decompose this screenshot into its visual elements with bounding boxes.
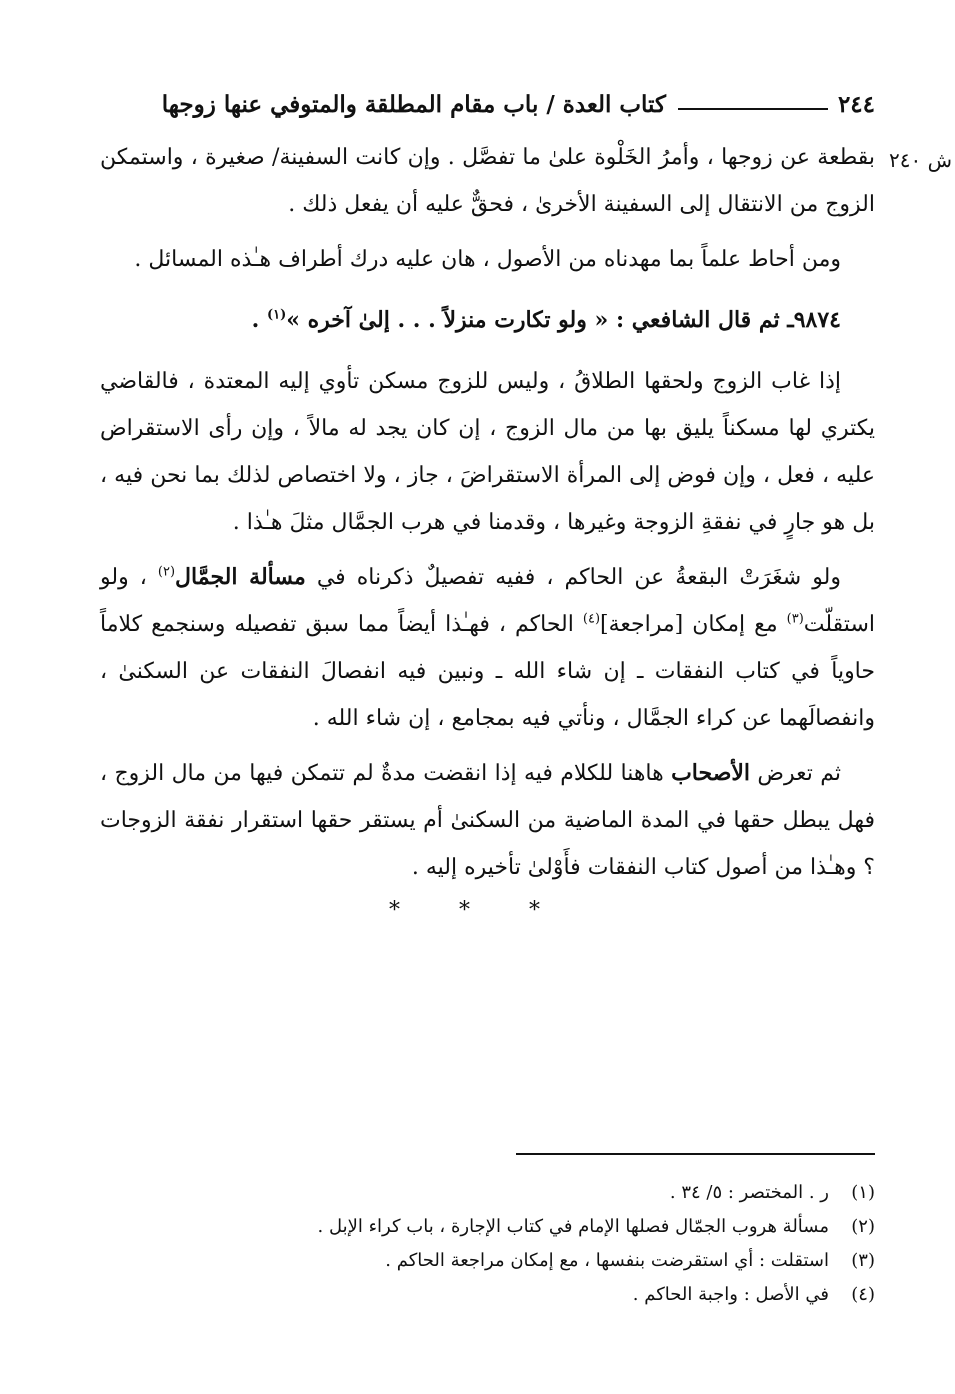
section-heading-end: . — [251, 307, 267, 333]
paragraph-6-bold-term: الأصحاب — [671, 760, 751, 786]
paragraph-5 — [100, 554, 875, 742]
section-heading — [100, 297, 875, 344]
footnotes — [100, 1176, 875, 1312]
section-heading-text: ٩٨٧٤ـ ثم قال الشافعي : « ولو تكارت منزلاً . . . إلىٰ آخره » — [286, 307, 841, 333]
paragraph-6 — [100, 750, 875, 891]
paragraph-5-bold-term: مسألة الجمَّال — [175, 564, 306, 590]
paragraph-5-part-b: ، ولو استقلّت — [100, 565, 875, 637]
footnote-number: (٢) — [851, 1216, 875, 1237]
footnote-separator — [516, 1153, 875, 1155]
footnote-text: ر . المختصر : ٥/ ٣٤ . — [669, 1182, 829, 1203]
footnote-number: (٤) — [851, 1284, 875, 1305]
paragraph-5-part-d: الحاكم ، فهـٰذا أيضاً مما سبق تفصيله وسنجمع كلاماً حاوياً في كتاب النفقات ـ إن شاء الله ـ ونبين فيه انفصالَ النفقات عن السكنىٰ ، وانفصالَهما عن كراء الجمَّال ، ونأتي فيه بمجامع ، إن شاء الله . — [100, 612, 875, 731]
footnote-ref-1: (١) — [266, 307, 287, 323]
main-text — [100, 134, 875, 899]
paragraph-2: ومن أحاط علماً بما مهدناه من الأصول ، هان عليه درك أطراف هـٰذه المسائل . — [134, 247, 841, 272]
paragraph-6-part-a: ثم تعرض — [750, 761, 841, 786]
running-title: كتاب العدة / باب مقام المطلقة والمتوفي عنها زوجها — [161, 90, 666, 118]
footnote-4 — [100, 1278, 875, 1312]
page-number: ٢٤٤ — [837, 90, 875, 118]
footnote-2 — [100, 1210, 875, 1244]
footnote-ref-2: (٢) — [157, 564, 176, 580]
paragraph-6-part-b: هاهنا للكلام فيه إذا انقضت مدةٌ لم تتمكن فيها من مال الزوج ، فهل يبطل حقها في المدة الماضية من السكنىٰ أم يستقر حقها استقرار نفقة الزوجات ؟ وهـٰذا من أصول كتاب النفقات فأَوْلىٰ تأخيره إليه . — [100, 761, 875, 880]
footnote-number: (٣) — [851, 1250, 875, 1271]
footnote-number: (١) — [851, 1182, 875, 1203]
footnote-text: في الأصل : واجبة الحاكم . — [632, 1284, 829, 1305]
footnote-3 — [100, 1244, 875, 1278]
page-header — [100, 84, 875, 124]
footnote-1 — [100, 1176, 875, 1210]
paragraph-5-part-a: ولو شغَرَتْ البقعةُ عن الحاكم ، ففيه تفصيلٌ ذكرناه في — [305, 565, 841, 590]
section-ornament: * * * — [389, 898, 566, 923]
header-rule — [678, 108, 828, 110]
paragraph-4: إذا غاب الزوج ولحقها الطلاقُ ، وليس للزوج مسكن تأوي إليه المعتدة ، فالقاضي يكتري لها مسكناً يليق بها من مال الزوج ، إن كان يجد له مالاً ، وإن رأى الاستقراض عليه ، فعل ، وإن فوض إلى المرأة الاستقراضَ ، جاز ، ولا اختصاص لذلك بما نحن فيه ، بل هو جارٍ في نفقةِ الزوجة وغيرها ، وقدمنا في هرب الجمَّال مثلَ هـٰذا . — [100, 369, 875, 535]
footnote-text: استقلت : أي استقرضت بنفسها ، مع إمكان مراجعة الحاكم . — [385, 1250, 829, 1271]
paragraph-1: بقطعة عن زوجها ، وأمرُ الخَلْوة علىٰ ما تفصَّل . وإن كانت السفينة/ صغيرة ، واستمكن الزوج من الانتقال إلى السفينة الأخرىٰ ، فحقٌّ عليه أن يفعل ذلك . — [100, 145, 875, 217]
margin-note: ش ٢٤٠ — [888, 148, 952, 172]
footnote-ref-4: (٤) — [582, 611, 601, 627]
footnote-ref-3: (٣) — [786, 611, 804, 627]
footnote-text: مسألة هروب الجمّال فصلها الإمام في كتاب الإجارة ، باب كراء الإبل . — [317, 1216, 829, 1237]
paragraph-5-part-c: مع إمكان [مراجعة] — [600, 612, 787, 637]
